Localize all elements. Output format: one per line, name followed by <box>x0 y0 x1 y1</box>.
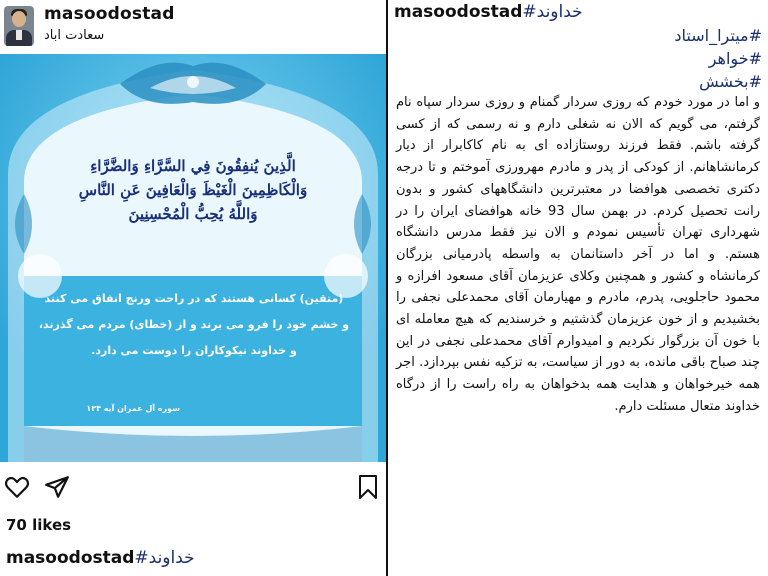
caption-username[interactable]: masoodostad <box>6 548 135 568</box>
caption-body: و اما در مورد خودم که روزی سردار گمنام و روزی سردار سپاه نام گرفتم، می گویم که الان نه شغلی دارم و نه رسمی که از کسی گرفته باشم. فقط فرزند روستازاده ای به نام کاکابرار از دیار کرمانشاهانم. از کودکی از پدر و مادرم مهرورزی آموختم و تا درجه دکتری تخصصی هوافضا در معتبرترین دانشگاههای کشور و بدون رانت تحصیل کردم. در بهمن سال 93 خانه هوافضای ایران را در شهرداری تهران تأسیس نمودم و الان نیز فقط مدرس دانشگاه هستم. و اما در آخر داستانمان به واسطه پادرمیانی بزرگان کرمانشاه و کشور و همچنین وکلای عزیزمان آقای مسعود افرازه و محمود حاجلویی، پدرم، مادرم و مهیارمان آقای محمدعلی نجفی را بخشیدیم و از خون عزیزمان گذشتیم و خرسندیم که هیچ معامله ای با خون آن بزرگوار نکردیم و امیدوارم آقای محمدعلی نجفی در این چند صباح باقی مانده، به دور از سیاست، به تزکیه نفس بپردازد. اجر همه خیرخواهان و هدایت همه بدخواهان به راه راست را از درگاه خداوند متعال مسئلت دارم. <box>396 95 760 414</box>
caption-hashtag[interactable]: #خداوند <box>134 548 195 568</box>
panel-divider <box>386 0 388 576</box>
hashtag-link[interactable]: #خواهر <box>708 49 762 68</box>
translation-line: و خشم خود را فرو می برند و از (خطای) مردم می گذرند، <box>38 318 350 331</box>
verse-line: الَّذِينَ يُنفِقُونَ فِي السَّرَّاءِ وَالضَّرَّاءِ <box>90 157 296 175</box>
post-location[interactable]: سعادت اباد <box>44 28 105 43</box>
post-header <box>0 0 386 54</box>
post-actions <box>0 470 386 506</box>
verse-line: وَالْكَاظِمِينَ الْغَيْظَ وَالْعَافِينَ عَنِ النَّاسِ <box>78 181 308 199</box>
like-count[interactable]: 70 likes <box>6 516 72 534</box>
hashtag-link[interactable]: #خداوند <box>522 2 583 22</box>
caption-username[interactable]: masoodostad <box>394 2 523 22</box>
hashtag-link[interactable]: #میترا_استاد <box>674 26 762 45</box>
hashtag-link[interactable]: #بخشش <box>699 72 762 91</box>
verse-line: وَاللَّهُ يُحِبُّ الْمُحْسِنِينَ <box>128 205 258 223</box>
post-image <box>0 54 386 462</box>
quran-verse <box>30 154 356 226</box>
share-icon[interactable] <box>44 474 70 500</box>
verse-translation <box>36 286 352 364</box>
bookmark-icon[interactable] <box>356 474 380 500</box>
heart-icon[interactable] <box>4 474 30 500</box>
ornament-frame <box>0 54 386 462</box>
post-username[interactable]: masoodostad <box>44 4 175 24</box>
caption-panel <box>390 0 768 576</box>
post-caption <box>6 548 195 568</box>
avatar[interactable] <box>4 6 34 46</box>
verse-source: سوره آل عمران آیه ۱۳۴ <box>86 404 180 413</box>
translation-line: (متقین) کسانی هستند که در راحت ورنج انفاق می کنند <box>44 292 344 305</box>
translation-line: و خداوند نیکوکاران را دوست می دارد. <box>91 344 297 357</box>
caption-header <box>394 2 583 22</box>
